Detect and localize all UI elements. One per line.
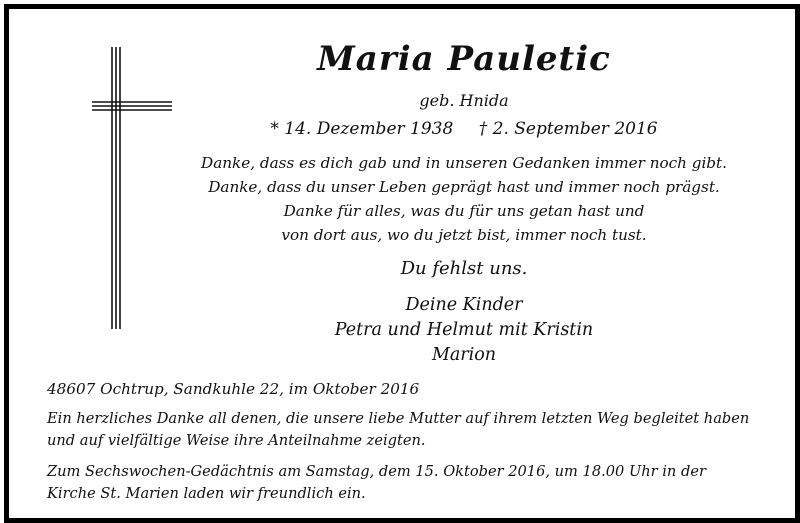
cross-icon bbox=[92, 47, 172, 329]
life-dates bbox=[209, 119, 719, 139]
family-signature bbox=[209, 293, 719, 368]
family-line: Marion bbox=[431, 345, 497, 365]
memorial-paragraph bbox=[47, 461, 787, 505]
thanks-line: und auf vielfältige Weise ihre Anteilnahme zeigten. bbox=[47, 432, 426, 449]
obituary-notice bbox=[4, 4, 800, 523]
closing-line: Du fehlst uns. bbox=[400, 258, 528, 279]
family-line: Deine Kinder bbox=[405, 295, 523, 315]
poem-line: Danke für alles, was du für uns getan hast und bbox=[283, 202, 645, 220]
thanks-paragraph bbox=[47, 408, 787, 452]
memorial-line: Kirche St. Marien laden wir freundlich ein. bbox=[47, 485, 366, 502]
family-line: Petra und Helmut mit Kristin bbox=[334, 320, 594, 340]
death-date: † 2. September 2016 bbox=[478, 119, 658, 139]
place-date: 48607 Ochtrup, Sandkuhle 22, im Oktober 2016 bbox=[47, 380, 420, 398]
poem bbox=[179, 151, 749, 247]
maiden-name: geb. Hnida bbox=[419, 91, 509, 110]
thanks-line: Ein herzliches Danke all denen, die unsere liebe Mutter auf ihrem letzten Weg begleitet haben bbox=[47, 410, 750, 427]
memorial-line: Zum Sechswochen-Gedächtnis am Samstag, dem 15. Oktober 2016, um 18.00 Uhr in der bbox=[47, 463, 706, 480]
birth-date: * 14. Dezember 1938 bbox=[270, 119, 454, 139]
poem-line: Danke, dass du unser Leben geprägt hast und immer noch prägst. bbox=[208, 178, 720, 196]
poem-line: Danke, dass es dich gab und in unseren Gedanken immer noch gibt. bbox=[201, 154, 727, 172]
deceased-name: Maria Pauletic bbox=[317, 39, 611, 79]
poem-line: von dort aus, wo du jetzt bist, immer noch tust. bbox=[281, 226, 647, 244]
